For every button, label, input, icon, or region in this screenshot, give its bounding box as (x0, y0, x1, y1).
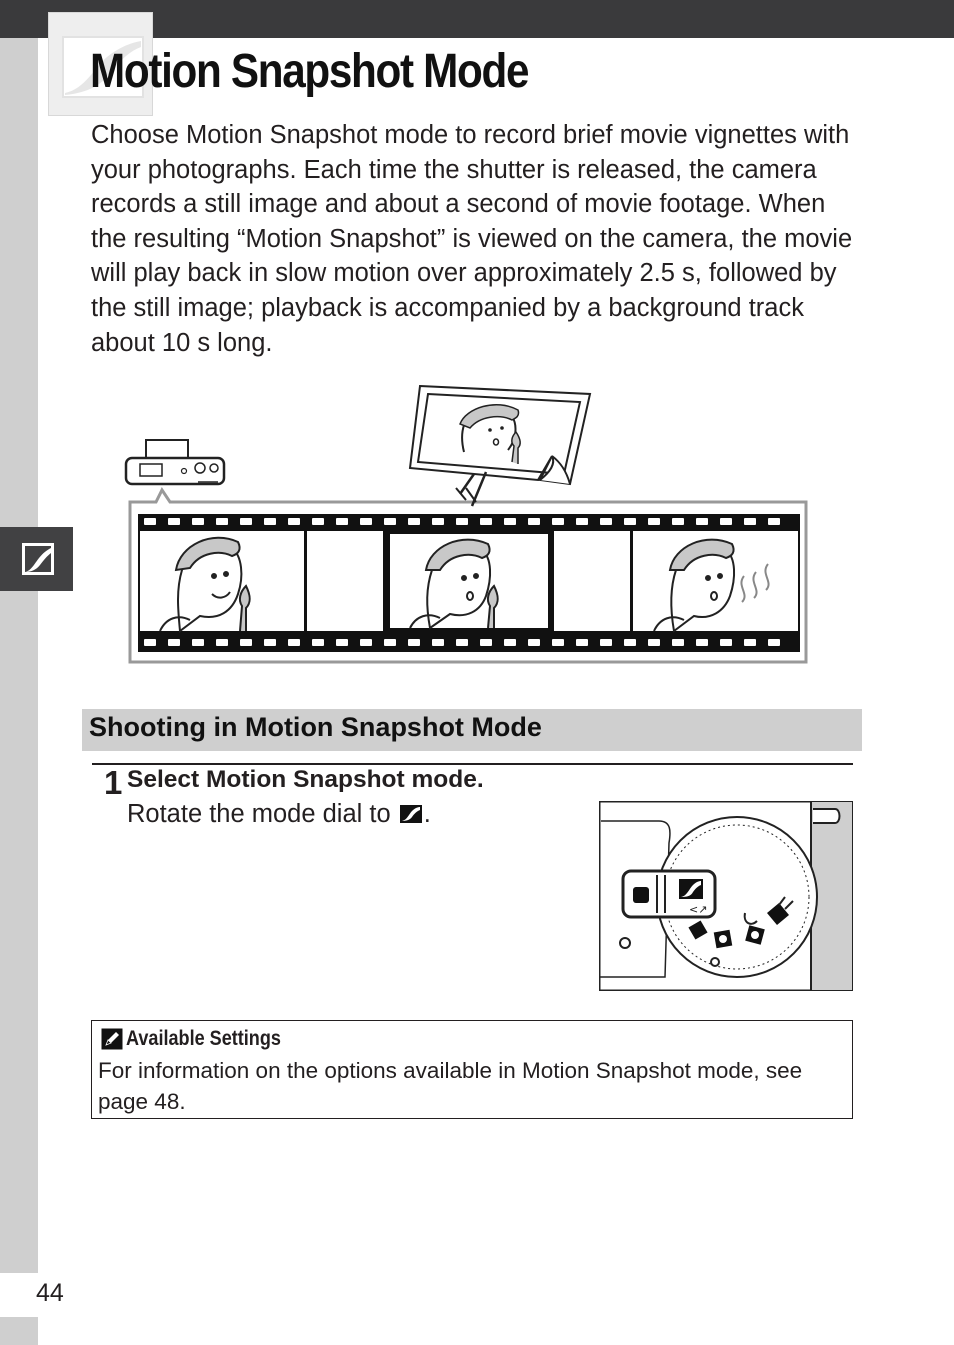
svg-text:<↗: <↗ (689, 903, 708, 916)
chapter-margin-bar (0, 38, 38, 1273)
page-number: 44 (36, 1279, 64, 1307)
note-heading-text: Available Settings (126, 1027, 281, 1050)
step-body (127, 800, 431, 829)
camera-icon (126, 440, 224, 484)
section-heading-text: Shooting in Motion Snapshot Mode (89, 712, 542, 742)
chapter-tab (0, 527, 73, 591)
note-heading (101, 1027, 306, 1051)
motion-snapshot-icon (399, 804, 423, 824)
step-title: Select Motion Snapshot mode. (127, 766, 484, 793)
printed-still-photo (410, 386, 590, 506)
motion-snapshot-icon (22, 543, 54, 575)
section-heading (82, 709, 862, 751)
chapter-margin-bar-bottom (0, 1317, 38, 1345)
section-rule (92, 763, 853, 765)
step-body-text: Rotate the mode dial to (127, 800, 391, 828)
mode-dial-illustration (599, 801, 853, 991)
step-number: 1 (104, 764, 123, 801)
note-body: For information on the options available in Motion Snapshot mode, see page 48. (98, 1058, 803, 1114)
available-settings-note (91, 1020, 853, 1119)
step-body-end: . (423, 800, 431, 828)
intro-paragraph: Choose Motion Snapshot mode to record brief movie vignettes with your photographs. Each time the shutter is released, the camera records a still image and about a second of movie footage. When the resulting “Motion Snapshot” is viewed on the camera, the movie will play back in slow motion over approximately 2.5 s, followed by the still image; playback is accompanied by a background track about 10 s long. (91, 121, 853, 357)
page-title: Motion Snapshot Mode (90, 45, 529, 98)
note-pencil-icon (101, 1028, 123, 1050)
motion-snapshot-illustration (120, 380, 820, 670)
